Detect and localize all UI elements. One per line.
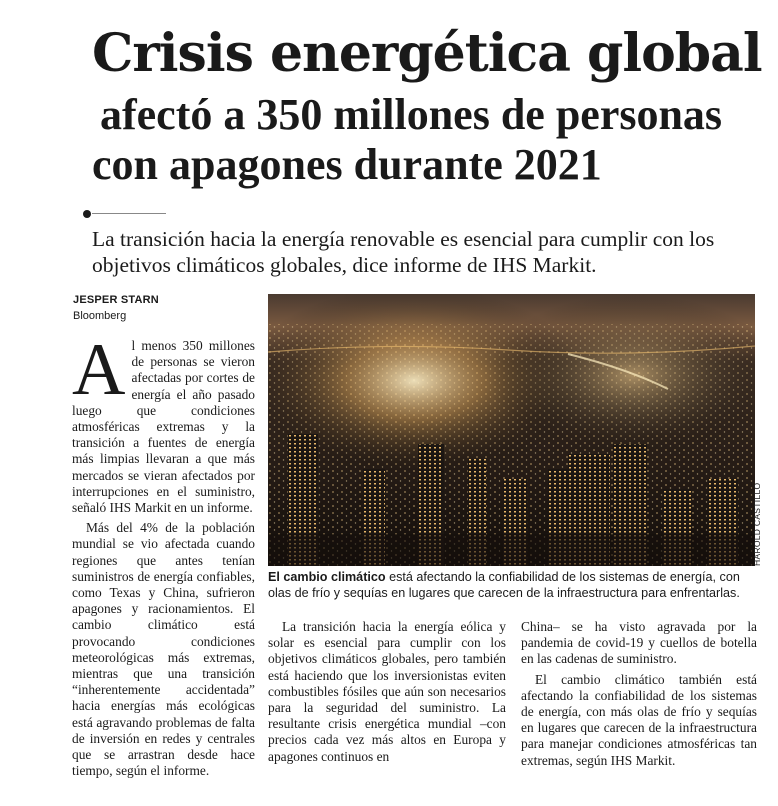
- subheadline-line-1: afectó a 350 millones de personas: [100, 90, 723, 139]
- subheadline-line-2: con apagones durante 2021: [92, 140, 602, 189]
- body-paragraph-3-continued: China– se ha visto agravada por la pandemia de covid-19 y cuellos de botella en las cadenas de suministro.: [521, 619, 757, 667]
- deck-summary: La transición hacia la energía renovable es esencial para cumplir con los objetivos climáticos globales, dice informe de IHS Markit.: [92, 227, 715, 277]
- divider-line: [92, 213, 166, 214]
- body-paragraph-1: l menos 350 millones de personas se vieron afectadas por cortes de energía el año pasado luego que condiciones atmosféricas extremas y la transición a fuentes de energía más limpias llevaran a que más mercados se vieran afectados por interrupciones en el suministro, señaló IHS Markit en un informe.: [72, 338, 255, 516]
- body-column-1: [72, 329, 255, 783]
- drop-cap: A: [72, 329, 126, 411]
- headline: Crisis energética global: [92, 23, 762, 84]
- caption-text: está afectando la confiabilidad de los sistemas de energía, con olas de frío y sequías en lugares que carecen de la infraestructura para enfrentarlas.: [268, 570, 740, 600]
- byline-author: JESPER STARN: [73, 294, 159, 306]
- photo-credit: HAROLD CASTILLO: [752, 482, 762, 566]
- photo-caption: [268, 569, 756, 601]
- byline-outlet: Bloomberg: [73, 310, 127, 322]
- body-paragraph-4: El cambio climático también está afectando la confiabilidad de los sistemas de energía, con más olas de frío y sequías en lugares que carecen de la infraestructura para manejar condiciones atmosféricas tan extremas, según IHS Markit.: [521, 671, 757, 768]
- body-paragraph-2: Más del 4% de la población mundial se vio afectada cuando regiones que antes tenían suministros de energía confiables, como Texas y China, sufrieron apagones y racionamientos. El cambio climático está provocando condiciones meteorológicas más extremas, mientras que una transición “inherentemente accidentada” hacia energías más ecológicas está agravando problemas de falta de inversión en redes y centrales que se arrastran desde hace tiempo, según el informe.: [72, 520, 255, 779]
- city-lights-image: [268, 294, 755, 566]
- body-column-3: [521, 619, 757, 773]
- divider-dot: [83, 210, 91, 218]
- body-column-2: [268, 619, 506, 769]
- caption-lead: El cambio climático: [268, 570, 386, 584]
- city-night-photo: [268, 294, 755, 566]
- body-paragraph-3: La transición hacia la energía eólica y solar es esencial para cumplir con los objetivos climáticos globales, pero también está haciendo que los inversionistas eviten combustibles fósiles que aún son necesarios para la seguridad del suministro. La resultante crisis energética mundial –con precios cada vez más altos en Europa y apagones continuos en: [268, 619, 506, 764]
